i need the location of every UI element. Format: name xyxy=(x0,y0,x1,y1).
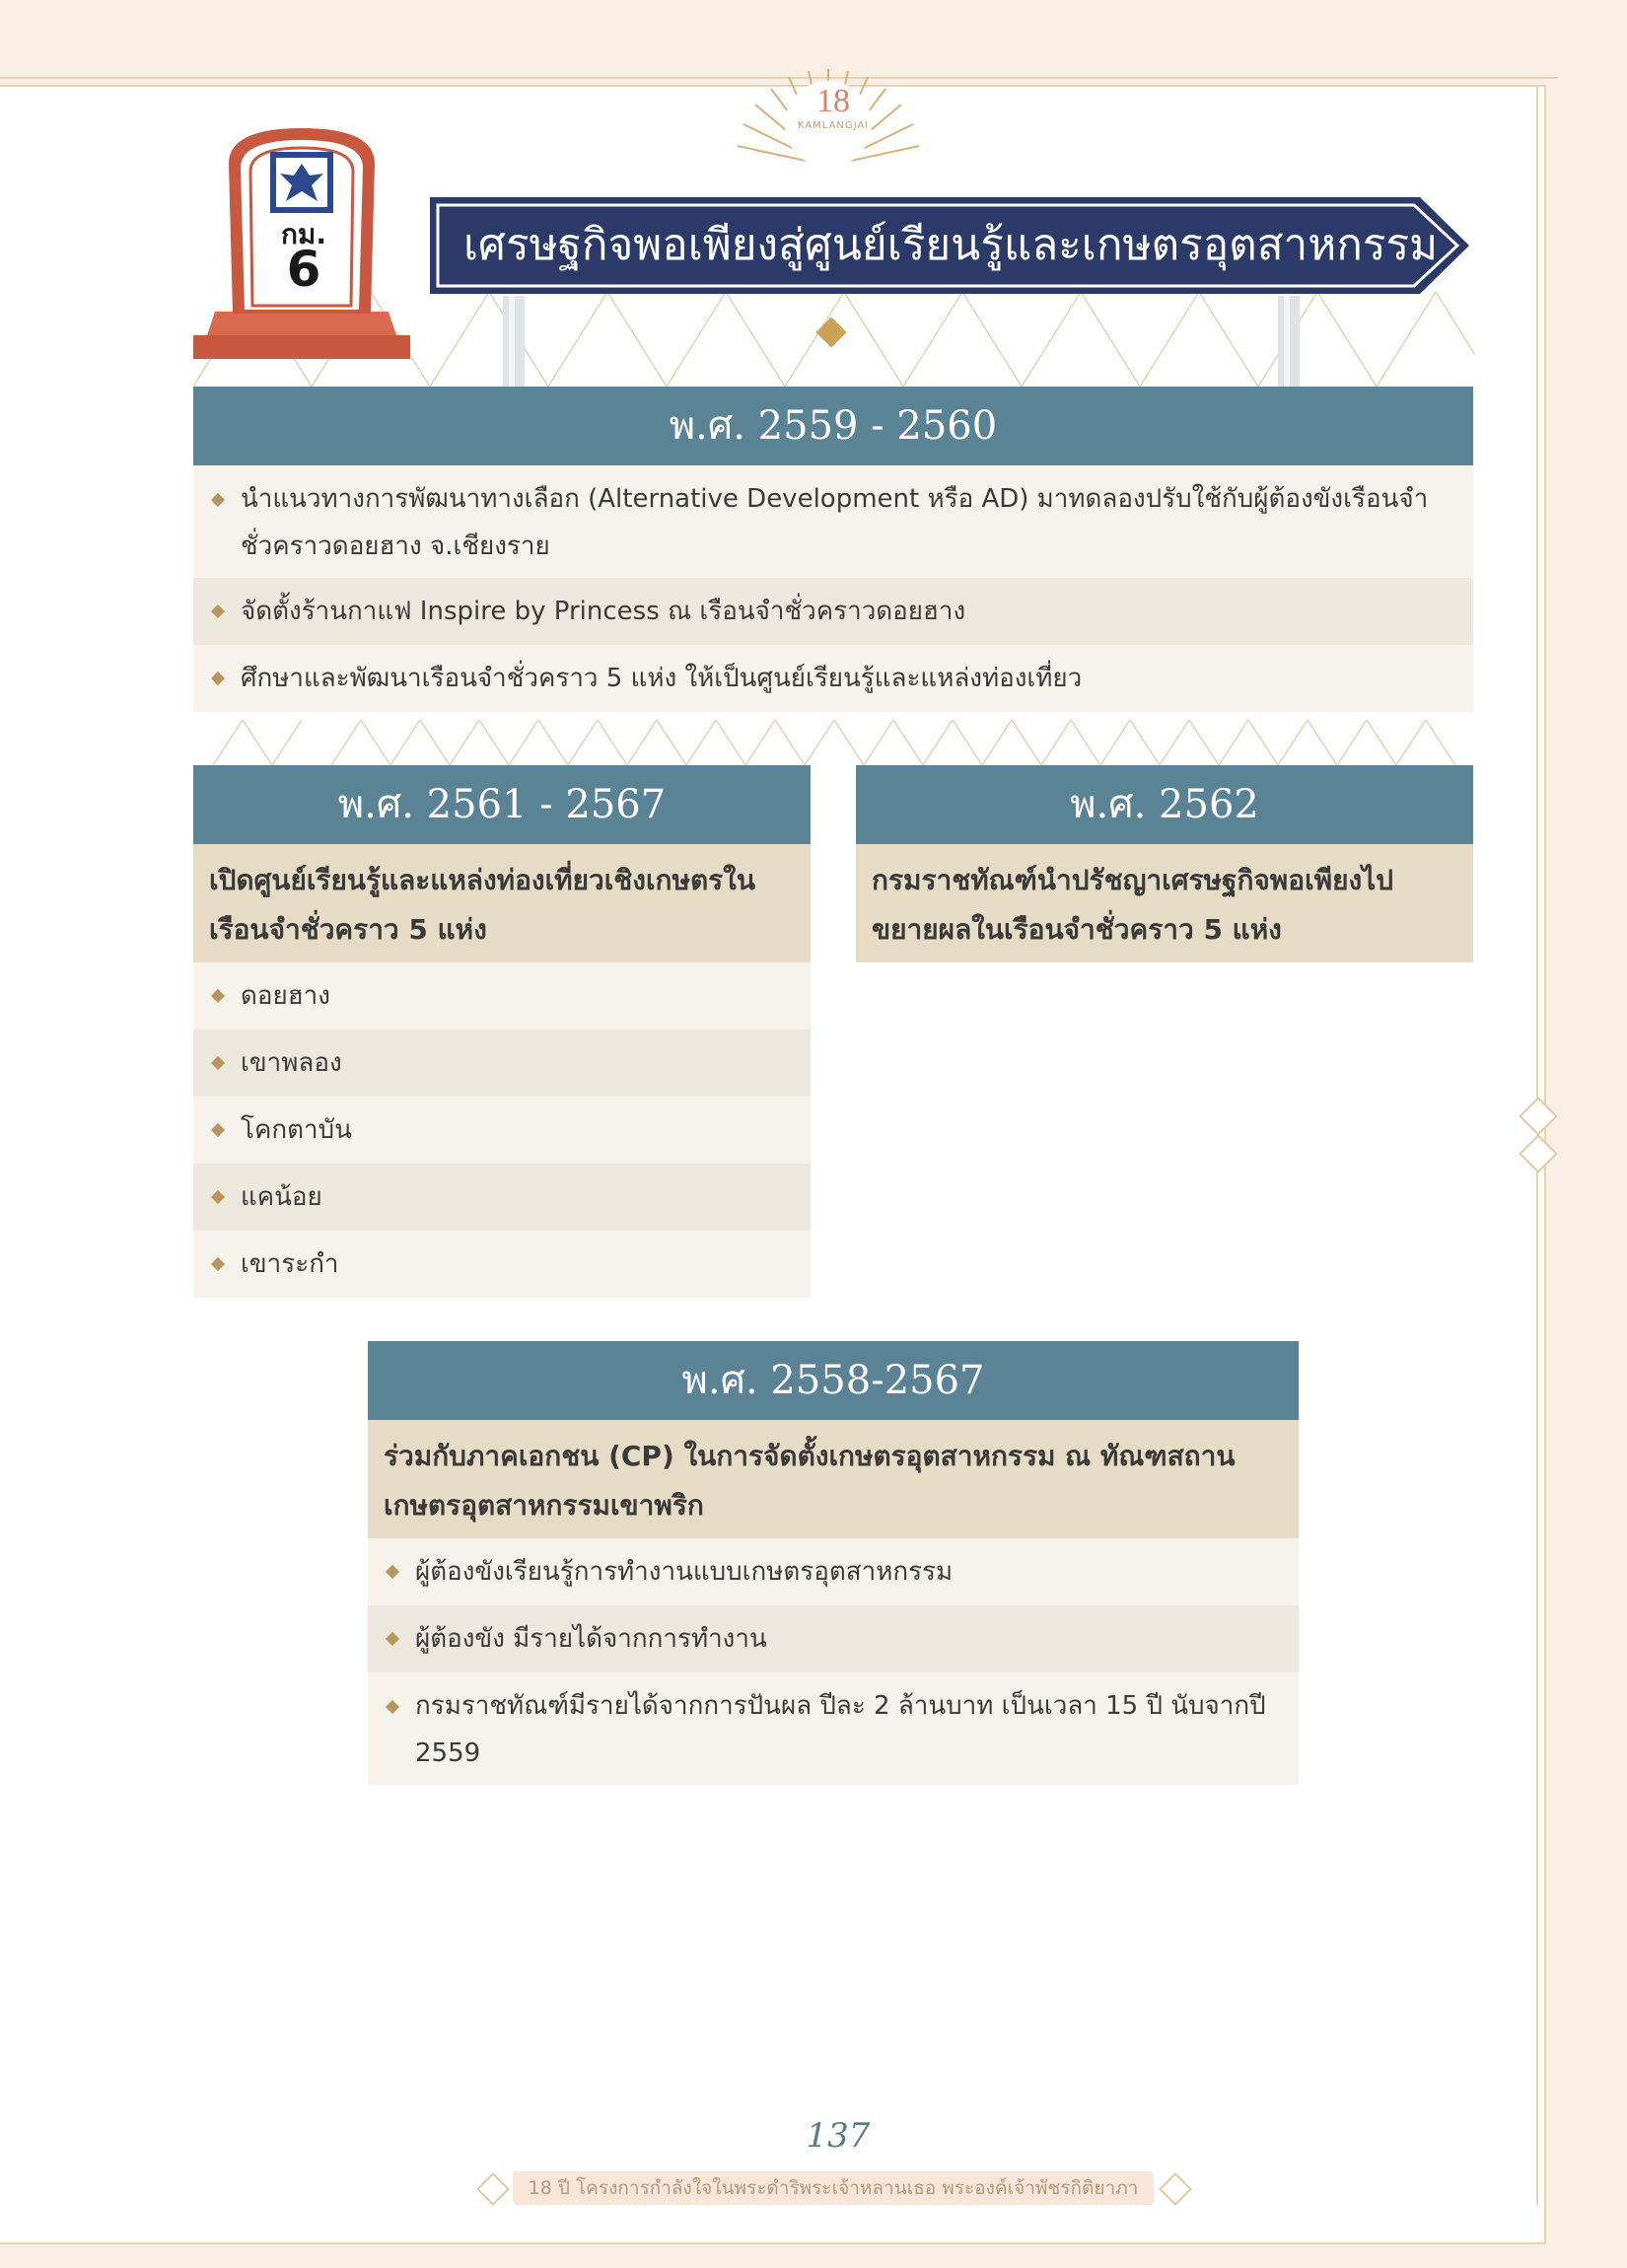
km-number: 6 xyxy=(286,241,321,298)
diamond-bullet-icon xyxy=(211,672,225,685)
list-item xyxy=(193,645,1473,712)
section-2558-2567 xyxy=(368,1341,1299,1785)
section-2561-2567 xyxy=(193,765,811,1298)
list-item xyxy=(193,1029,811,1097)
section-header: พ.ศ. 2558-2567 xyxy=(368,1341,1299,1420)
item-text: กรมราชทัณฑ์มีรายได้จากการปันผล ปีละ 2 ล้านบาท เป็นเวลา 15 ปี นับจากปี 2559 xyxy=(415,1691,1266,1768)
logo-number: 18 xyxy=(816,83,850,119)
item-text: จัดตั้งร้านกาแฟ Inspire by Princess ณ เรือนจำชั่วคราวดอยฮาง xyxy=(241,597,966,626)
section-subheader: ร่วมกับภาคเอกชน (CP) ในการจัดตั้งเกษตรอุตสาหกรรม ณ ทัณฑสถานเกษตรอุตสาหกรรมเขาพริก xyxy=(368,1420,1299,1538)
item-text: ดอยฮาง xyxy=(241,981,330,1011)
diamond-bullet-icon xyxy=(386,1700,399,1714)
item-text: โคกตาบัน xyxy=(241,1115,352,1145)
item-list xyxy=(193,962,811,1298)
page-title: เศรษฐกิจพอเพียงสู่ศูนย์เรียนรู้และเกษตรอุตสาหกรรม xyxy=(463,220,1439,270)
list-item xyxy=(193,1097,811,1164)
list-item xyxy=(368,1605,1299,1672)
section-subheader: กรมราชทัณฑ์นำปรัชญาเศรษฐกิจพอเพียงไปขยายผลในเรือนจำชั่วคราว 5 แห่ง xyxy=(856,844,1473,962)
list-item xyxy=(368,1672,1299,1785)
item-text: ผู้ต้องขัง มีรายได้จากการทำงาน xyxy=(415,1624,767,1654)
section-header: พ.ศ. 2561 - 2567 xyxy=(193,765,811,844)
item-text: ศึกษาและพัฒนาเรือนจำชั่วคราว 5 แห่ง ให้เป็นศูนย์เรียนรู้และแหล่งท่องเที่ยว xyxy=(241,664,1083,693)
diamond-bullet-icon xyxy=(211,1257,225,1271)
diamond-bullet-icon xyxy=(211,493,225,507)
diamond-bullet-icon xyxy=(211,1123,225,1137)
diamond-bullet-icon xyxy=(386,1632,399,1646)
section-header: พ.ศ. 2559 - 2560 xyxy=(193,387,1473,465)
list-item xyxy=(193,1231,811,1298)
item-list xyxy=(368,1538,1299,1785)
sign-posts xyxy=(503,296,1311,387)
km-label: กม. xyxy=(280,218,327,250)
section-subheader: เปิดศูนย์เรียนรู้และแหล่งท่องเที่ยวเชิงเกษตรในเรือนจำชั่วคราว 5 แห่ง xyxy=(193,844,811,962)
diamond-bullet-icon xyxy=(211,1056,225,1070)
item-text: แคน้อย xyxy=(241,1182,322,1212)
diamond-bullet-icon xyxy=(211,989,225,1003)
list-item xyxy=(193,1164,811,1231)
item-text: เขาพลอง xyxy=(241,1048,342,1078)
section-2562 xyxy=(856,765,1473,962)
section-header: พ.ศ. 2562 xyxy=(856,765,1473,844)
diamond-bullet-icon xyxy=(386,1565,399,1579)
item-text: ผู้ต้องขังเรียนรู้การทำงานแบบเกษตรอุตสาหกรรม xyxy=(415,1557,954,1587)
item-text: เขาระกำ xyxy=(241,1249,339,1279)
page-number: 137 xyxy=(806,2116,871,2156)
list-item xyxy=(193,578,1473,645)
logo-subtitle: KAMLANGJAI xyxy=(797,120,870,131)
diamond-bullet-icon xyxy=(211,604,225,618)
item-list xyxy=(193,465,1473,712)
list-item xyxy=(193,465,1473,578)
item-text: นำแนวทางการพัฒนาทางเลือก (Alternative Development หรือ AD) มาทดลองปรับใช้กับผู้ต้องขังเรือนจำชั่วคราวดอยฮาง จ.เชียงราย xyxy=(241,484,1429,561)
section-2559-2560 xyxy=(193,387,1473,712)
lattice-decoration xyxy=(193,720,1475,765)
list-item xyxy=(193,962,811,1029)
list-item xyxy=(368,1538,1299,1605)
diamond-bullet-icon xyxy=(211,1190,225,1204)
footer-text: 18 ปี โครงการกำลังใจในพระดำริพระเจ้าหลานเธอ พระองค์เจ้าพัชรกิติยาภา xyxy=(528,2177,1139,2199)
